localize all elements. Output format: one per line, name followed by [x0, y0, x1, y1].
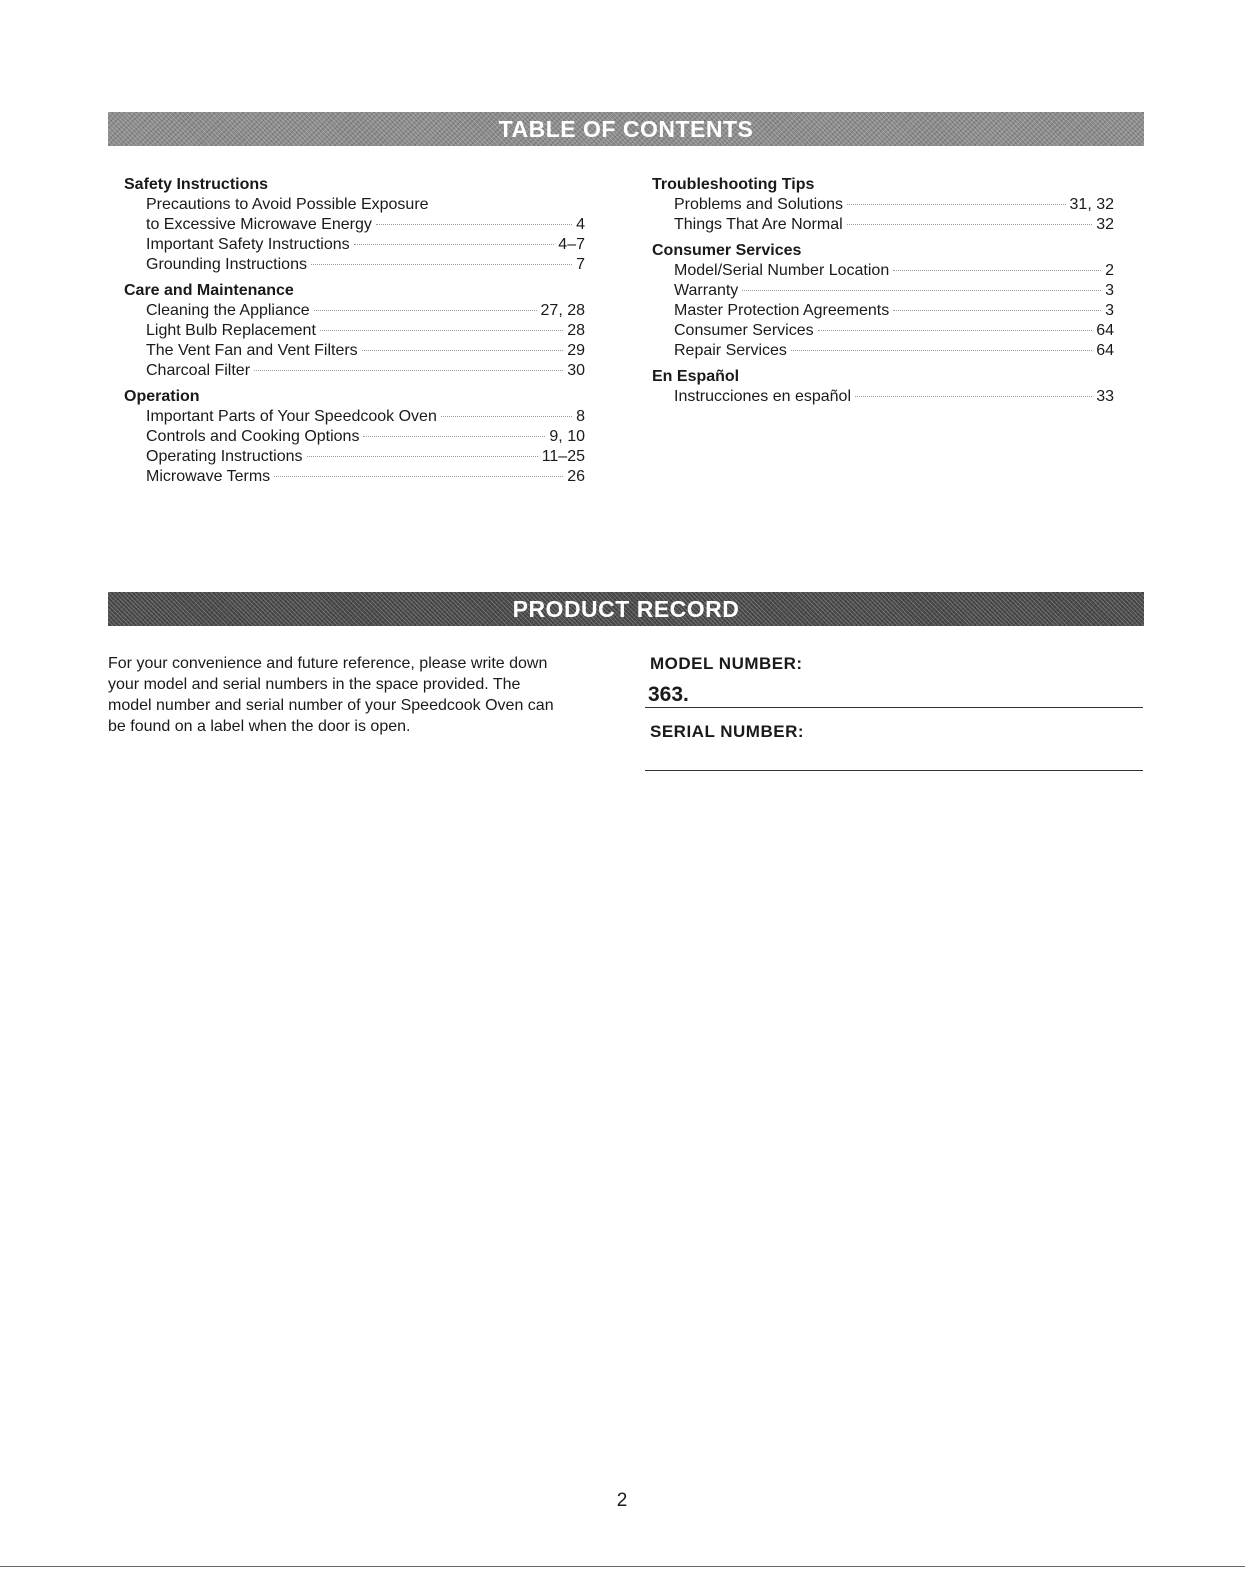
dot-leader: [855, 396, 1092, 397]
toc-entry[interactable]: [652, 341, 1114, 361]
toc-entry[interactable]: [124, 467, 585, 487]
model-number-value: 363.: [648, 683, 689, 706]
toc-entry[interactable]: [652, 387, 1114, 407]
toc-section-operation: [124, 387, 585, 487]
description-line: For your convenience and future reference, please write down: [108, 655, 548, 672]
toc-entry[interactable]: [652, 215, 1114, 235]
toc-section-troubleshooting: [652, 175, 1114, 235]
entry-title: Repair Services: [674, 342, 787, 359]
toc-entry[interactable]: [124, 361, 585, 381]
entry-page: 4–7: [558, 236, 585, 253]
dot-leader: [742, 290, 1101, 291]
entry-title: Things That Are Normal: [674, 216, 843, 233]
toc-entry[interactable]: [124, 235, 585, 255]
page-number: 2: [616, 1490, 628, 1511]
dot-leader: [893, 270, 1101, 271]
description-line: your model and serial numbers in the space provided. The: [108, 676, 521, 693]
toc-section-safety: [124, 175, 585, 275]
entry-title: Grounding Instructions: [146, 256, 307, 273]
toc-entry[interactable]: [652, 301, 1114, 321]
entry-title: Instrucciones en español: [674, 388, 851, 405]
dot-leader: [893, 310, 1101, 311]
section-heading: Troubleshooting Tips: [652, 176, 815, 193]
entry-title: The Vent Fan and Vent Filters: [146, 342, 358, 359]
section-heading: Care and Maintenance: [124, 282, 294, 299]
entry-title: Master Protection Agreements: [674, 302, 890, 319]
entry-title: Important Safety Instructions: [146, 236, 350, 253]
toc-banner: [108, 112, 1144, 146]
toc-entry[interactable]: [652, 281, 1114, 301]
toc-entry[interactable]: [124, 447, 585, 467]
toc-entry[interactable]: [124, 301, 585, 321]
dot-leader: [818, 330, 1093, 331]
entry-title: Problems and Solutions: [674, 196, 843, 213]
toc-entry[interactable]: [124, 407, 585, 427]
serial-number-field-line[interactable]: [645, 770, 1143, 771]
dot-leader: [791, 350, 1092, 351]
toc-right-column: [652, 175, 1114, 413]
toc-entry[interactable]: [124, 215, 585, 235]
serial-number-label: SERIAL NUMBER:: [650, 722, 805, 741]
toc-section-care: [124, 281, 585, 381]
dot-leader: [320, 330, 563, 331]
description-line: be found on a label when the door is open.: [108, 718, 411, 735]
page-bottom-rule: [0, 1566, 1245, 1567]
dot-leader: [363, 436, 545, 437]
entry-page: 3: [1105, 302, 1114, 319]
entry-page: 29: [567, 342, 585, 359]
section-heading: Safety Instructions: [124, 176, 269, 193]
entry-page: 7: [576, 256, 585, 273]
entry-title: Light Bulb Replacement: [146, 322, 316, 339]
toc-left-column: [124, 175, 585, 493]
toc-entry[interactable]: [652, 321, 1114, 341]
toc-entry[interactable]: [124, 321, 585, 341]
entry-page: 11–25: [541, 448, 585, 465]
entry-title: Operating Instructions: [146, 448, 303, 465]
toc-entry-line: Precautions to Avoid Possible Exposure: [146, 196, 429, 213]
entry-page: 33: [1096, 388, 1114, 405]
dot-leader: [376, 224, 572, 225]
dot-leader: [354, 244, 555, 245]
product-record-description: [108, 653, 598, 737]
model-number-label: MODEL NUMBER:: [650, 654, 803, 673]
entry-page: 28: [567, 322, 585, 339]
toc-entry[interactable]: [652, 261, 1114, 281]
dot-leader: [441, 416, 572, 417]
entry-page: 26: [567, 468, 585, 485]
entry-title: Consumer Services: [674, 322, 814, 339]
entry-page: 31, 32: [1069, 196, 1114, 213]
entry-page: 2: [1105, 262, 1114, 279]
entry-page: 30: [567, 362, 585, 379]
dot-leader: [314, 310, 537, 311]
dot-leader: [274, 476, 563, 477]
entry-title: Cleaning the Appliance: [146, 302, 310, 319]
model-number-field-line[interactable]: [645, 707, 1143, 708]
toc-entry[interactable]: [124, 427, 585, 447]
dot-leader: [311, 264, 572, 265]
dot-leader: [362, 350, 564, 351]
dot-leader: [847, 204, 1066, 205]
toc-entry[interactable]: [124, 255, 585, 275]
dot-leader: [254, 370, 563, 371]
entry-page: 4: [576, 216, 585, 233]
entry-title: Model/Serial Number Location: [674, 262, 890, 279]
section-heading: Operation: [124, 388, 200, 405]
product-record-banner: [108, 592, 1144, 626]
description-line: model number and serial number of your Speedcook Oven can: [108, 697, 554, 714]
entry-title: to Excessive Microwave Energy: [146, 216, 372, 233]
entry-page: 64: [1096, 342, 1114, 359]
section-heading: En Español: [652, 368, 740, 385]
entry-page: 27, 28: [540, 302, 585, 319]
entry-page: 3: [1105, 282, 1114, 299]
section-heading: Consumer Services: [652, 242, 802, 259]
entry-title: Important Parts of Your Speedcook Oven: [146, 408, 437, 425]
entry-page: 64: [1096, 322, 1114, 339]
toc-entry[interactable]: [124, 341, 585, 361]
product-record-title: PRODUCT RECORD: [512, 595, 740, 622]
entry-page: 32: [1096, 216, 1114, 233]
entry-title: Warranty: [674, 282, 739, 299]
entry-title: Controls and Cooking Options: [146, 428, 360, 445]
entry-page: 9, 10: [549, 428, 585, 445]
toc-entry[interactable]: [652, 195, 1114, 215]
entry-page: 8: [576, 408, 585, 425]
entry-title: Charcoal Filter: [146, 362, 251, 379]
toc-section-espanol: [652, 367, 1114, 407]
dot-leader: [307, 456, 538, 457]
toc-section-consumer: [652, 241, 1114, 361]
entry-title: Microwave Terms: [146, 468, 271, 485]
dot-leader: [847, 224, 1093, 225]
toc-title: TABLE OF CONTENTS: [498, 115, 754, 142]
